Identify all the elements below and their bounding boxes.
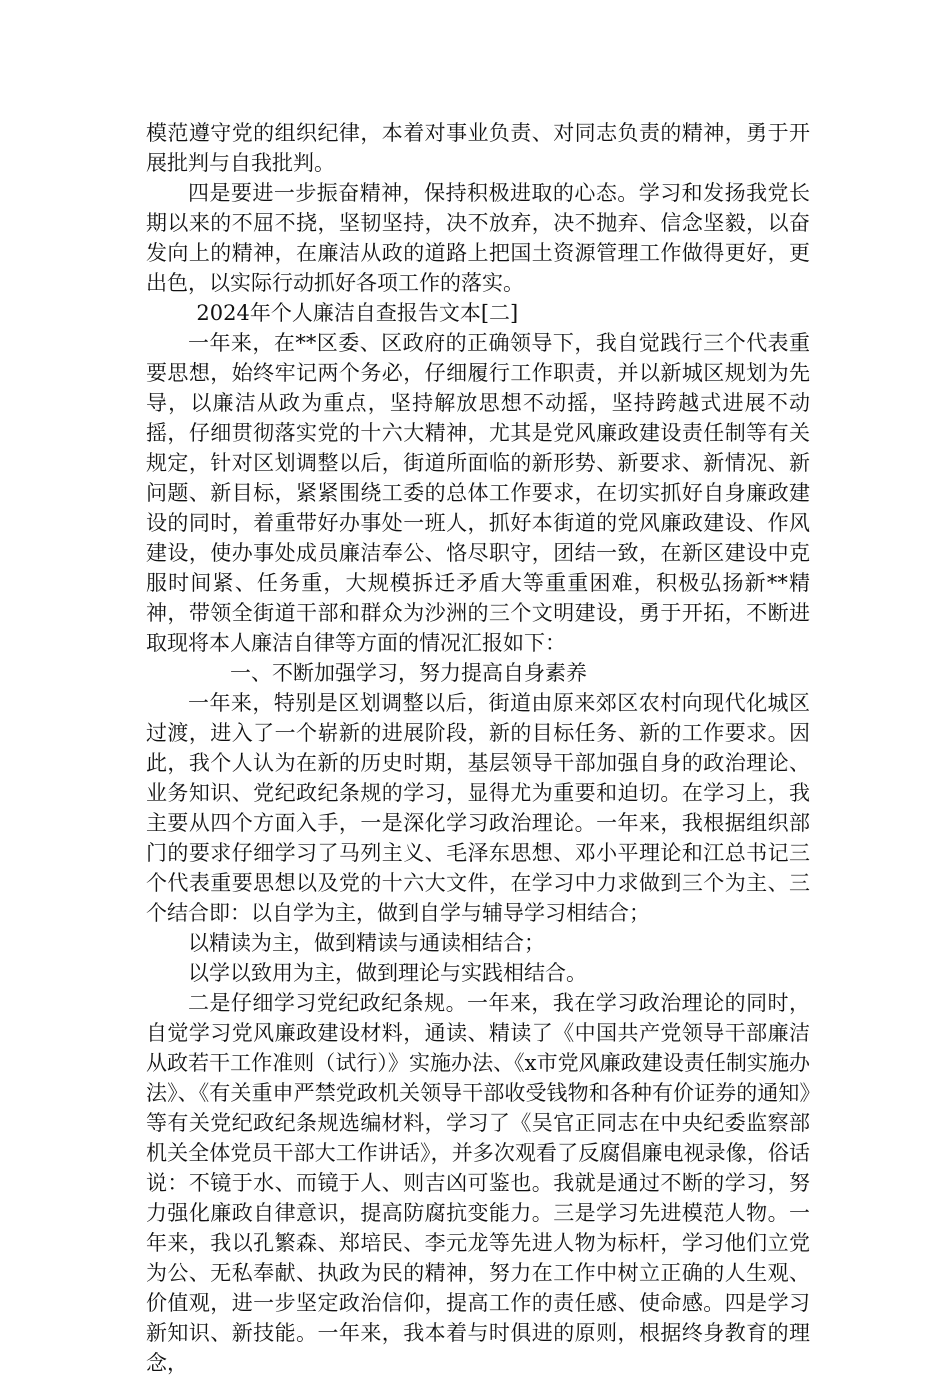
paragraph-continuation: 模范遵守党的组织纪律，本着对事业负责、对同志负责的精神，勇于开展批判与自我批判。 xyxy=(146,121,810,175)
paragraph-discipline: 二是仔细学习党纪政纪条规。一年来，我在学习政治理论的同时，自觉学习党风廉政建设材料，通读、精读了《中国共产党领导干部廉洁从政若干工作准则（试行）》实施办法、《x市党风廉政建设责任制实施办法》、《有关重申严禁党政机关领导干部收受钱物和各种有价证券的通知》等有关党纪政纪条规选编材料，学习了《吴官正同志在中央纪委监察部机关全体党员干部大工作讲话》，并多次观看了反腐倡廉电视录像，俗话说：不镜于水、而镜于人、则吉凶可鉴也。我就是通过不断的学习，努力强化廉政自律意识，提高防腐抗变能力。三是学习先进模范人物。一年来，我以孔繁森、郑培民、李元龙等先进人物为标杆，学习他们立党为公、无私奉献、执政为民的精神，努力在工作中树立正确的人生观、价值观，进一步坚定政治信仰，提高工作的责任感、使命感。四是学习新知识、新技能。一年来，我本着与时俱进的原则，根据终身教育的理念， xyxy=(146,991,810,1375)
paragraph-intro: 一年来，在**区委、区政府的正确领导下，我自觉践行三个代表重要思想，始终牢记两个务必，仔细履行工作职责，并以新城区规划为先导，以廉洁从政为重点，坚持解放思想不动摇，坚持跨越式进展不动摇，仔细贯彻落实党的十六大精神，尤其是党风廉政建设责任制等有关规定，针对区划调整以后，街道所面临的新形势、新要求、新情况、新问题、新目标，紧紧围绕工委的总体工作要求，在切实抓好自身廉政建设的同时，着重带好办事处一班人，抓好本街道的党风廉政建设、作风建设，使办事处成员廉洁奉公、恪尽职守，团结一致，在新区建设中克服时间紧、任务重，大规模拆迁矛盾大等重重困难，积极弘扬新**精神，带领全街道干部和群众为沙洲的三个文明建设，勇于开拓，不断进取现将本人廉洁自律等方面的情况汇报如下： xyxy=(146,331,810,655)
paragraph-fourth-point: 四是要进一步振奋精神，保持积极进取的心态。学习和发扬我党长期以来的不屈不挠，坚韧坚持，决不放弃，决不抛弃、信念坚毅，以奋发向上的精神，在廉洁从政的道路上把国土资源管理工作做得更好，更出色，以实际行动抓好各项工作的落实。 xyxy=(146,181,810,295)
paragraph-study: 一年来，特别是区划调整以后，街道由原来郊区农村向现代化城区过渡，进入了一个崭新的进展阶段，新的目标任务、新的工作要求。因此，我个人认为在新的历史时期，基层领导干部加强自身的政治理论、业务知识、党纪政纪条规的学习，显得尤为重要和迫切。在学习上，我主要从四个方面入手，一是深化学习政治理论。一年来，我根据组织部门的要求仔细学习了马列主义、毛泽东思想、邓小平理论和江总书记三个代表重要思想以及党的十六大文件，在学习中力求做到三个为主、三个结合即：以自学为主，做到自学与辅导学习相结合； xyxy=(146,691,810,925)
document-body xyxy=(146,118,810,1378)
report-title: 2024年个人廉洁自查报告文本[二] xyxy=(196,301,519,325)
section-heading-1: 一、不断加强学习，努力提高自身素养 xyxy=(230,661,587,685)
paragraph-intensive-reading: 以精读为主，做到精读与通读相结合； xyxy=(188,931,545,955)
paragraph-application: 以学以致用为主，做到理论与实践相结合。 xyxy=(188,961,587,985)
